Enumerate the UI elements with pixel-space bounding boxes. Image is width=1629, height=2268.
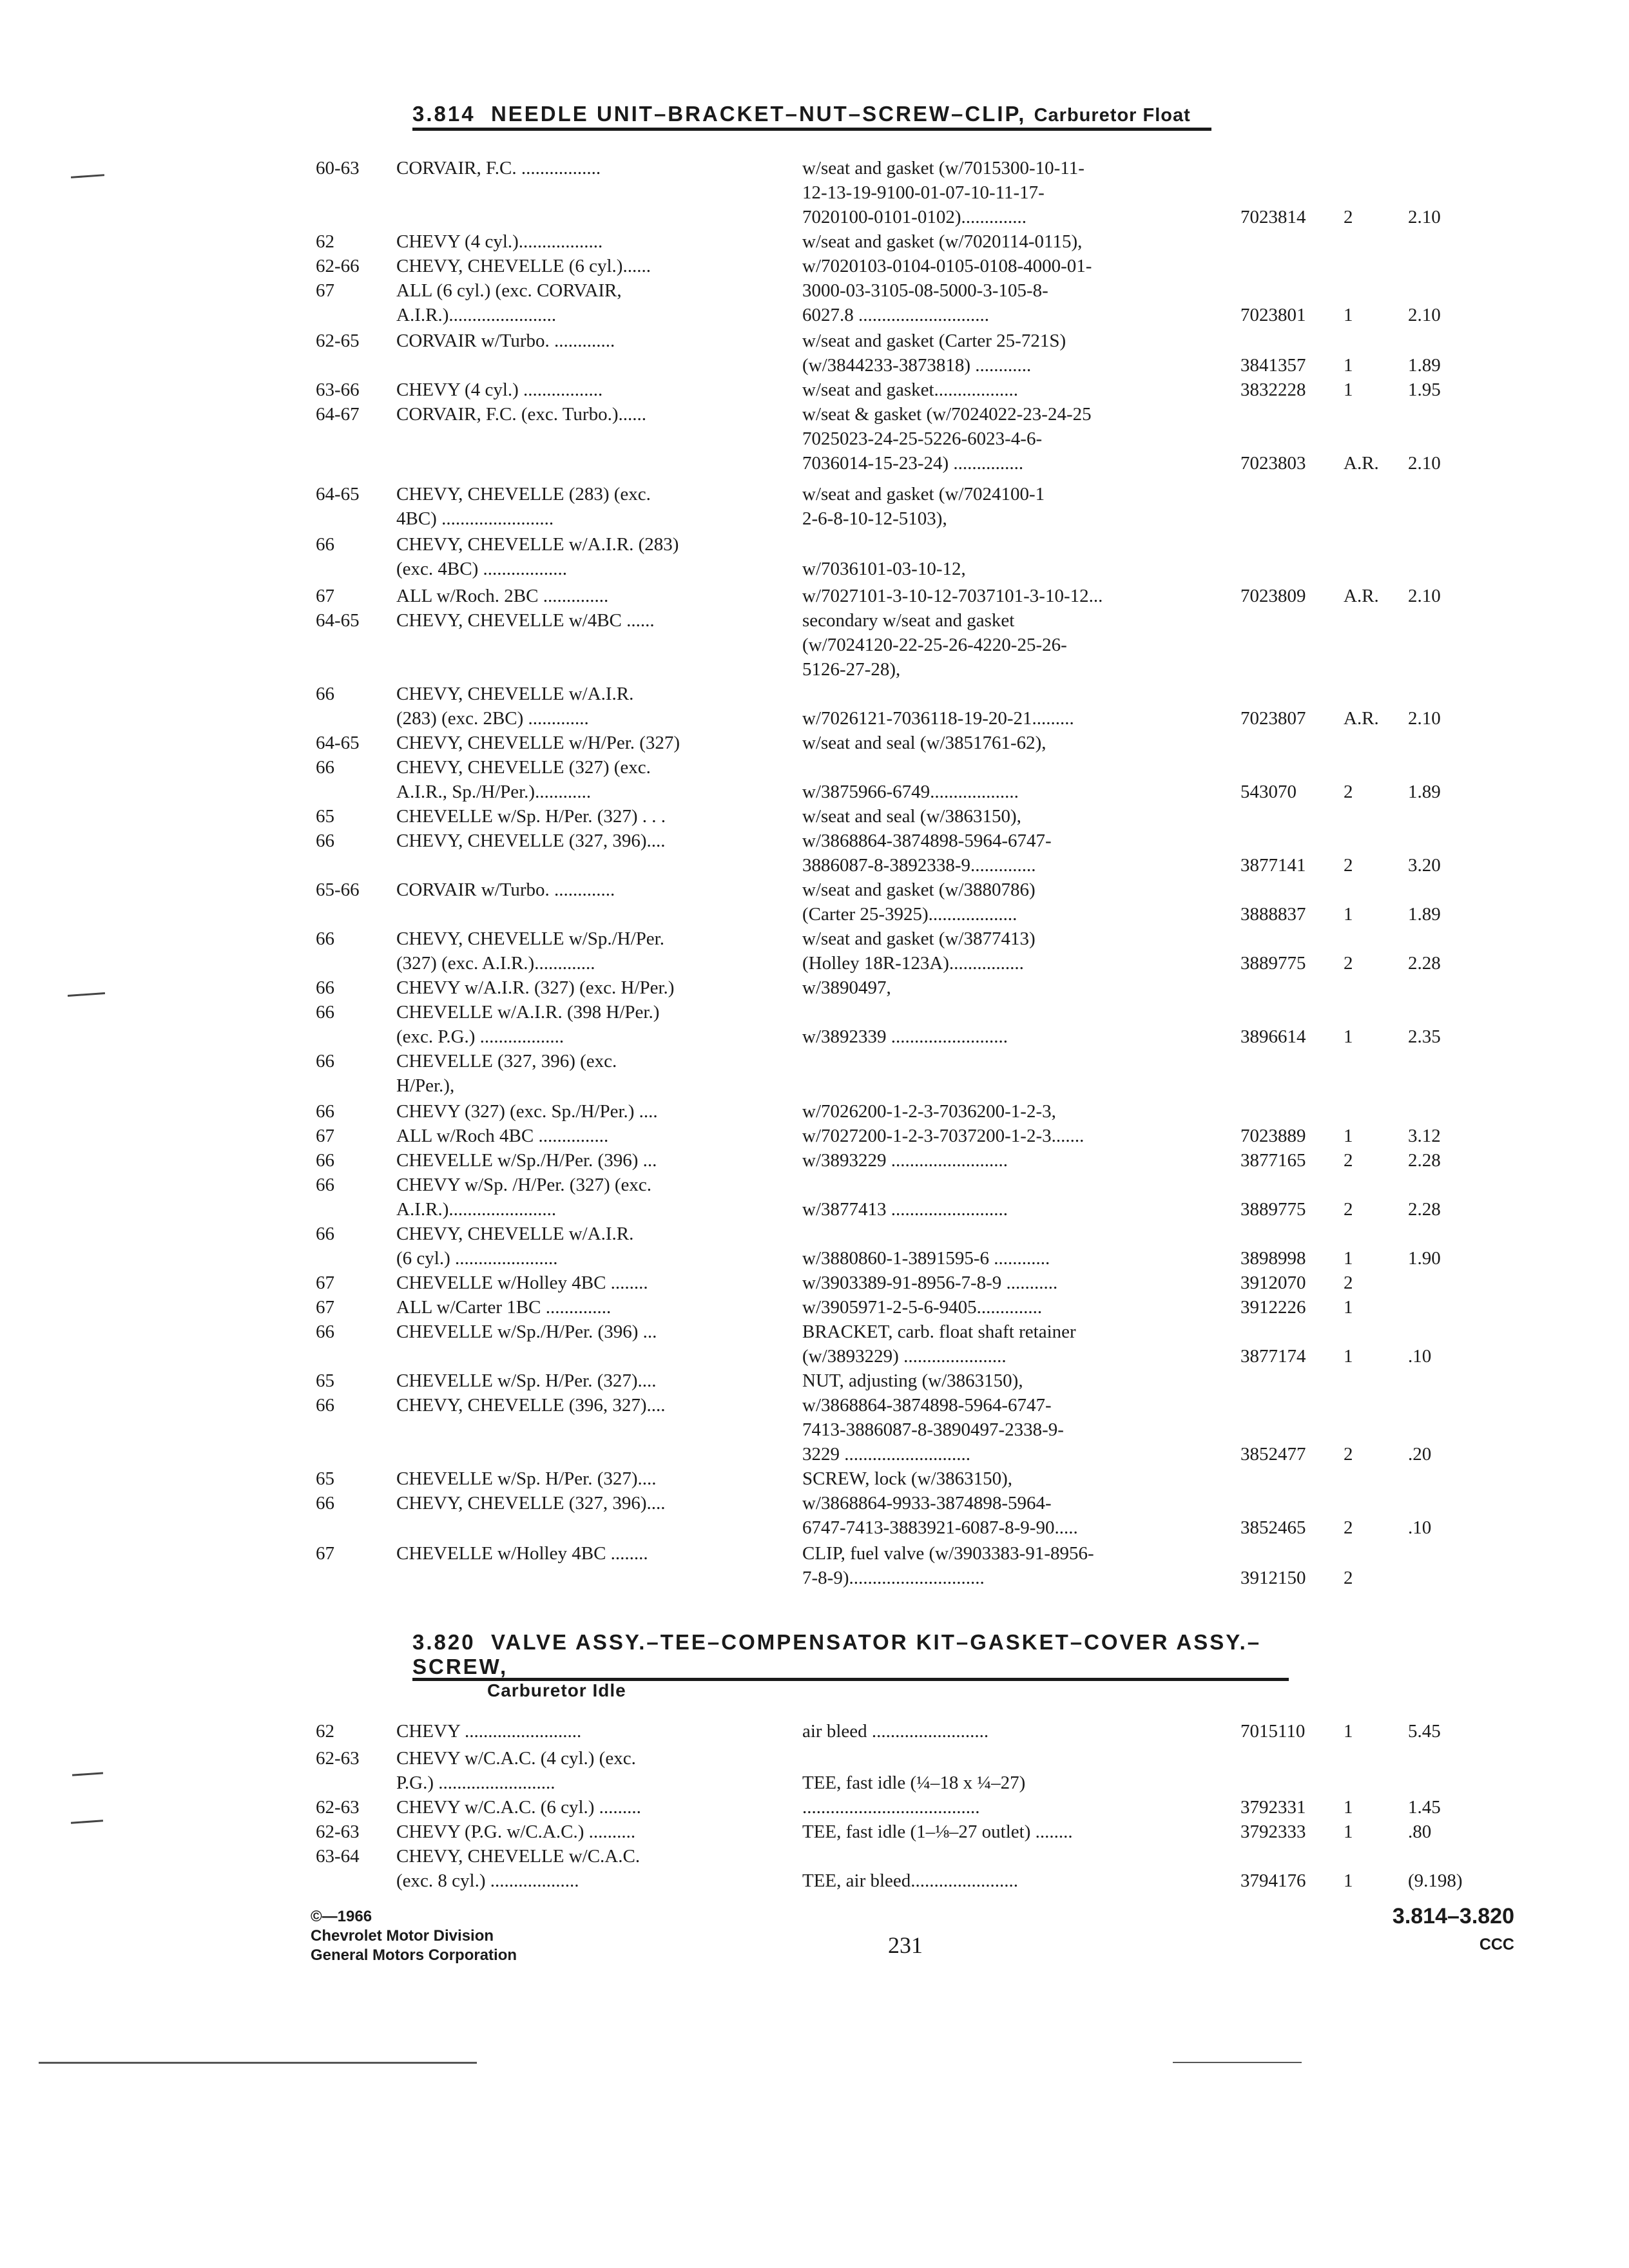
model-cell: CHEVELLE w/Holley 4BC ........ — [396, 1543, 648, 1564]
description-cell: TEE, air bleed....................... — [802, 1870, 1019, 1891]
model-cell: CHEVY, CHEVELLE w/C.A.C. — [396, 1846, 641, 1867]
price-cell: 2.28 — [1408, 1150, 1441, 1171]
description-cell: CLIP, fuel valve (w/3903383-91-8956- — [802, 1543, 1094, 1564]
quantity-cell: 1 — [1344, 1821, 1353, 1842]
description-cell: 3886087-8-3892338-9.............. — [802, 855, 1036, 876]
description-cell: (w/7024120-22-25-26-4220-25-26- — [802, 635, 1067, 655]
year-cell: 66 — [316, 1224, 334, 1244]
description-cell: 6747-7413-3883921-6087-8-9-90..... — [802, 1517, 1078, 1538]
price-cell: 2.10 — [1408, 207, 1441, 227]
description-cell: w/seat and gasket (w/7024100-1 — [802, 484, 1045, 505]
part-number-cell: 7023889 — [1240, 1126, 1306, 1146]
description-cell: 12-13-19-9100-01-07-10-11-17- — [802, 182, 1045, 203]
description-cell: NUT, adjusting (w/3863150), — [802, 1370, 1023, 1391]
description-cell: w/seat and seal (w/3863150), — [802, 806, 1021, 827]
part-number-cell: 3877165 — [1240, 1150, 1306, 1171]
price-cell: 2.28 — [1408, 953, 1441, 974]
description-cell: w/3880860-1-3891595-6 ............ — [802, 1248, 1050, 1269]
price-cell: 2.10 — [1408, 305, 1441, 325]
model-cell: CORVAIR, F.C. ................. — [396, 158, 601, 178]
section-range: 3.814–3.820 — [1392, 1904, 1514, 1928]
quantity-cell: 1 — [1344, 1248, 1353, 1269]
year-cell: 64-65 — [316, 733, 360, 753]
part-number-cell: 3912226 — [1240, 1297, 1306, 1318]
description-cell: (w/3893229) ...................... — [802, 1346, 1007, 1367]
year-cell: 63-66 — [316, 380, 360, 400]
model-cell: CHEVY w/C.A.C. (4 cyl.) (exc. — [396, 1748, 636, 1769]
year-cell: 62-63 — [316, 1748, 360, 1769]
part-number-cell: 7023801 — [1240, 305, 1306, 325]
year-cell: 66 — [316, 831, 334, 851]
description-cell: w/3903389-91-8956-7-8-9 ........... — [802, 1273, 1058, 1293]
model-cell: CHEVY, CHEVELLE w/A.I.R. — [396, 1224, 634, 1244]
model-cell: (exc. P.G.) .................. — [396, 1026, 564, 1047]
year-cell: 65 — [316, 1370, 334, 1391]
description-cell: w/3905971-2-5-6-9405.............. — [802, 1297, 1043, 1318]
model-cell: CHEVY, CHEVELLE (396, 327).... — [396, 1395, 666, 1416]
description-cell: w/seat and gasket (w/3880786) — [802, 879, 1036, 900]
quantity-cell: 2 — [1344, 1444, 1353, 1465]
price-cell: .10 — [1408, 1346, 1432, 1367]
section-range-block — [1366, 1904, 1514, 1954]
corporation-name: General Motors Corporation — [311, 1946, 517, 1964]
description-cell: 5126-27-28), — [802, 659, 901, 680]
description-cell: w/seat and seal (w/3851761-62), — [802, 733, 1046, 753]
model-cell: (327) (exc. A.I.R.)............. — [396, 953, 595, 974]
part-number-cell: 543070 — [1240, 782, 1296, 802]
price-cell: 2.10 — [1408, 453, 1441, 474]
section-subtitle: Carburetor Idle — [487, 1680, 626, 1700]
price-cell: 1.89 — [1408, 904, 1441, 925]
section-title: NEEDLE UNIT–BRACKET–NUT–SCREW–CLIP, — [490, 102, 1027, 126]
quantity-cell: 2 — [1344, 207, 1353, 227]
description-cell: (Carter 25-3925)................... — [802, 904, 1017, 925]
part-number-cell: 3841357 — [1240, 355, 1306, 376]
part-number-cell: 3896614 — [1240, 1026, 1306, 1047]
year-cell: 67 — [316, 586, 334, 606]
model-cell: CHEVY, CHEVELLE (327, 396).... — [396, 1493, 666, 1514]
model-cell: H/Per.), — [396, 1075, 455, 1096]
year-cell: 66 — [316, 1395, 334, 1416]
description-cell: air bleed ......................... — [802, 1721, 989, 1742]
part-number-cell: 3898998 — [1240, 1248, 1306, 1269]
model-cell: (283) (exc. 2BC) ............. — [396, 708, 589, 729]
model-cell: CHEVY ......................... — [396, 1721, 582, 1742]
description-cell: w/7027101-3-10-12-7037101-3-10-12... — [802, 586, 1103, 606]
year-cell: 62 — [316, 1721, 334, 1742]
description-cell: w/seat and gasket (w/7020114-0115), — [802, 231, 1083, 252]
model-cell: CHEVY (P.G. w/C.A.C.) .......... — [396, 1821, 636, 1842]
part-number-cell: 3912070 — [1240, 1273, 1306, 1293]
year-cell: 60-63 — [316, 158, 360, 178]
copyright: ©—1966 — [311, 1908, 372, 1925]
quantity-cell: 2 — [1344, 1568, 1353, 1588]
page-number: 231 — [888, 1932, 923, 1958]
price-cell: .80 — [1408, 1821, 1432, 1842]
model-cell: ALL w/Carter 1BC .............. — [396, 1297, 612, 1318]
price-cell: 1.95 — [1408, 380, 1441, 400]
price-cell: 1.89 — [1408, 782, 1441, 802]
part-number-cell: 3852465 — [1240, 1517, 1306, 1538]
part-number-cell: 3832228 — [1240, 380, 1306, 400]
quantity-cell: A.R. — [1344, 586, 1379, 606]
year-cell: 64-65 — [316, 484, 360, 505]
quantity-cell: 1 — [1344, 355, 1353, 376]
quantity-cell: 1 — [1344, 904, 1353, 925]
model-cell: (exc. 8 cyl.) ................... — [396, 1870, 579, 1891]
quantity-cell: A.R. — [1344, 453, 1379, 474]
description-cell: (w/3844233-3873818) ............ — [802, 355, 1032, 376]
model-cell: ALL w/Roch 4BC ............... — [396, 1126, 609, 1146]
part-number-cell: 3852477 — [1240, 1444, 1306, 1465]
description-cell: TEE, fast idle (¼–18 x ¼–27) — [802, 1773, 1026, 1793]
section-number: 3.820 — [412, 1630, 476, 1654]
price-cell: .20 — [1408, 1444, 1432, 1465]
part-number-cell: 3877174 — [1240, 1346, 1306, 1367]
description-cell: secondary w/seat and gasket — [802, 610, 1015, 631]
description-cell: w/seat and gasket (w/7015300-10-11- — [802, 158, 1084, 178]
model-cell: A.I.R.)....................... — [396, 305, 557, 325]
quantity-cell: 2 — [1344, 855, 1353, 876]
model-cell: CHEVY (327) (exc. Sp./H/Per.) .... — [396, 1101, 658, 1122]
part-number-cell: 7023814 — [1240, 207, 1306, 227]
year-cell: 62-66 — [316, 256, 360, 276]
year-cell: 62-63 — [316, 1797, 360, 1818]
model-cell: CHEVY w/C.A.C. (6 cyl.) ......... — [396, 1797, 641, 1818]
model-cell: CHEVY, CHEVELLE (327) (exc. — [396, 757, 651, 778]
price-cell: 2.28 — [1408, 1199, 1441, 1220]
part-number-cell: 3792331 — [1240, 1797, 1306, 1818]
description-cell: w/seat & gasket (w/7024022-23-24-25 — [802, 404, 1092, 425]
description-cell: ...................................... — [802, 1797, 980, 1818]
model-cell: CHEVY, CHEVELLE (6 cyl.)...... — [396, 256, 651, 276]
part-number-cell: 3889775 — [1240, 953, 1306, 974]
model-cell: CHEVY, CHEVELLE w/A.I.R. — [396, 684, 634, 704]
year-cell: 66 — [316, 757, 334, 778]
description-cell: 3229 ........................... — [802, 1444, 970, 1465]
price-cell: 1.45 — [1408, 1797, 1441, 1818]
description-cell: w/7020103-0104-0105-0108-4000-01- — [802, 256, 1092, 276]
year-cell: 67 — [316, 1297, 334, 1318]
description-cell: w/3893229 ......................... — [802, 1150, 1008, 1171]
description-cell: w/7036101-03-10-12, — [802, 559, 966, 579]
model-cell: CHEVELLE w/Sp. H/Per. (327).... — [396, 1370, 657, 1391]
description-cell: 2-6-8-10-12-5103), — [802, 508, 947, 529]
description-cell: w/seat and gasket.................. — [802, 380, 1019, 400]
model-cell: (exc. 4BC) .................. — [396, 559, 567, 579]
quantity-cell: 1 — [1344, 305, 1353, 325]
catalog-code: CCC — [1479, 1936, 1514, 1954]
quantity-cell: 1 — [1344, 1346, 1353, 1367]
description-cell: 7413-3886087-8-3890497-2338-9- — [802, 1419, 1064, 1440]
year-cell: 62 — [316, 231, 334, 252]
description-cell: 3000-03-3105-08-5000-3-105-8- — [802, 280, 1048, 301]
part-number-cell: 3888837 — [1240, 904, 1306, 925]
quantity-cell: 2 — [1344, 1150, 1353, 1171]
description-cell: w/3868864-3874898-5964-6747- — [802, 831, 1052, 851]
description-cell: w/7026121-7036118-19-20-21......... — [802, 708, 1074, 729]
price-cell: .10 — [1408, 1517, 1432, 1538]
scan-edge-line — [1173, 2062, 1302, 2063]
description-cell: w/seat and gasket (Carter 25-721S) — [802, 331, 1066, 351]
model-cell: A.I.R., Sp./H/Per.)............ — [396, 782, 592, 802]
part-number-cell: 3792333 — [1240, 1821, 1306, 1842]
description-cell: 7036014-15-23-24) ............... — [802, 453, 1024, 474]
model-cell: CHEVY, CHEVELLE w/A.I.R. (283) — [396, 534, 679, 555]
model-cell: CHEVY, CHEVELLE (327, 396).... — [396, 831, 666, 851]
model-cell: ALL w/Roch. 2BC .............. — [396, 586, 609, 606]
year-cell: 62-65 — [316, 331, 360, 351]
description-cell: (Holley 18R-123A)................ — [802, 953, 1024, 974]
model-cell: CHEVELLE w/Holley 4BC ........ — [396, 1273, 648, 1293]
model-cell: A.I.R.)....................... — [396, 1199, 557, 1220]
price-cell: 1.89 — [1408, 355, 1441, 376]
year-cell: 67 — [316, 280, 334, 301]
model-cell: ALL (6 cyl.) (exc. CORVAIR, — [396, 280, 622, 301]
quantity-cell: 1 — [1344, 1797, 1353, 1818]
year-cell: 66 — [316, 1150, 334, 1171]
model-cell: CORVAIR w/Turbo. ............. — [396, 331, 615, 351]
quantity-cell: 1 — [1344, 380, 1353, 400]
quantity-cell: 2 — [1344, 1273, 1353, 1293]
year-cell: 66 — [316, 977, 334, 998]
model-cell: P.G.) ......................... — [396, 1773, 555, 1793]
description-cell: w/3868864-3874898-5964-6747- — [802, 1395, 1052, 1416]
description-cell: SCREW, lock (w/3863150), — [802, 1468, 1012, 1489]
price-cell: 2.10 — [1408, 586, 1441, 606]
model-cell: CHEVELLE w/Sp. H/Per. (327) . . . — [396, 806, 666, 827]
description-cell: 7020100-0101-0102).............. — [802, 207, 1027, 227]
year-cell: 66 — [316, 1493, 334, 1514]
model-cell: (6 cyl.) ...................... — [396, 1248, 558, 1269]
year-cell: 64-67 — [316, 404, 360, 425]
year-cell: 66 — [316, 928, 334, 949]
part-number-cell: 7023807 — [1240, 708, 1306, 729]
year-cell: 66 — [316, 534, 334, 555]
part-number-cell: 3877141 — [1240, 855, 1306, 876]
quantity-cell: 2 — [1344, 1517, 1353, 1538]
model-cell: CORVAIR, F.C. (exc. Turbo.)...... — [396, 404, 646, 425]
quantity-cell: 2 — [1344, 953, 1353, 974]
price-cell: (9.198) — [1408, 1870, 1463, 1891]
year-cell: 63-64 — [316, 1846, 360, 1867]
year-cell: 67 — [316, 1543, 334, 1564]
quantity-cell: 1 — [1344, 1126, 1353, 1146]
section-subtitle: Carburetor Float — [1034, 105, 1191, 126]
description-cell: 7025023-24-25-5226-6023-4-6- — [802, 428, 1043, 449]
price-cell: 5.45 — [1408, 1721, 1441, 1742]
description-cell: w/3890497, — [802, 977, 891, 998]
year-cell: 66 — [316, 1051, 334, 1072]
model-cell: CHEVELLE w/Sp./H/Per. (396) ... — [396, 1321, 657, 1342]
price-cell: 2.10 — [1408, 708, 1441, 729]
section-number: 3.814 — [412, 102, 476, 126]
year-cell: 67 — [316, 1126, 334, 1146]
quantity-cell: 2 — [1344, 782, 1353, 802]
quantity-cell: 1 — [1344, 1870, 1353, 1891]
description-cell: 6027.8 ............................ — [802, 305, 989, 325]
year-cell: 66 — [316, 1175, 334, 1195]
model-cell: CHEVY, CHEVELLE w/H/Per. (327) — [396, 733, 680, 753]
part-number-cell: 7015110 — [1240, 1721, 1306, 1742]
description-cell: TEE, fast idle (1–⅛–27 outlet) ........ — [802, 1821, 1073, 1842]
model-cell: CORVAIR w/Turbo. ............. — [396, 879, 615, 900]
model-cell: CHEVY w/Sp. /H/Per. (327) (exc. — [396, 1175, 652, 1195]
model-cell: CHEVY, CHEVELLE (283) (exc. — [396, 484, 651, 505]
description-cell: w/3868864-9933-3874898-5964- — [802, 1493, 1052, 1514]
price-cell: 1.90 — [1408, 1248, 1441, 1269]
model-cell: 4BC) ........................ — [396, 508, 554, 529]
model-cell: CHEVELLE (327, 396) (exc. — [396, 1051, 617, 1072]
description-cell: w/3875966-6749................... — [802, 782, 1019, 802]
year-cell: 66 — [316, 684, 334, 704]
year-cell: 65 — [316, 806, 334, 827]
model-cell: CHEVELLE w/Sp. H/Per. (327).... — [396, 1468, 657, 1489]
part-number-cell: 7023809 — [1240, 586, 1306, 606]
model-cell: CHEVY (4 cyl.).................. — [396, 231, 603, 252]
price-cell: 2.35 — [1408, 1026, 1441, 1047]
description-cell: w/3892339 ......................... — [802, 1026, 1008, 1047]
year-cell: 64-65 — [316, 610, 360, 631]
model-cell: CHEVY w/A.I.R. (327) (exc. H/Per.) — [396, 977, 675, 998]
year-cell: 66 — [316, 1002, 334, 1023]
part-number-cell: 3912150 — [1240, 1568, 1306, 1588]
model-cell: CHEVELLE w/A.I.R. (398 H/Per.) — [396, 1002, 660, 1023]
description-cell: w/7026200-1-2-3-7036200-1-2-3, — [802, 1101, 1056, 1122]
price-cell: 3.12 — [1408, 1126, 1441, 1146]
description-cell: BRACKET, carb. float shaft retainer — [802, 1321, 1076, 1342]
model-cell: CHEVELLE w/Sp./H/Per. (396) ... — [396, 1150, 657, 1171]
division-name: Chevrolet Motor Division — [311, 1927, 494, 1945]
publisher-block — [311, 1907, 517, 1965]
quantity-cell: 1 — [1344, 1297, 1353, 1318]
description-cell: w/3877413 ......................... — [802, 1199, 1008, 1220]
quantity-cell: 2 — [1344, 1199, 1353, 1220]
description-cell: w/seat and gasket (w/3877413) — [802, 928, 1036, 949]
price-cell: 3.20 — [1408, 855, 1441, 876]
model-cell: CHEVY, CHEVELLE w/4BC ...... — [396, 610, 655, 631]
model-cell: CHEVY (4 cyl.) ................. — [396, 380, 603, 400]
part-number-cell: 7023803 — [1240, 453, 1306, 474]
part-number-cell: 3794176 — [1240, 1870, 1306, 1891]
year-cell: 66 — [316, 1321, 334, 1342]
description-cell: 7-8-9)............................. — [802, 1568, 985, 1588]
scan-edge-line — [39, 2062, 477, 2064]
year-cell: 62-63 — [316, 1821, 360, 1842]
year-cell: 65 — [316, 1468, 334, 1489]
quantity-cell: A.R. — [1344, 708, 1379, 729]
section-title: VALVE ASSY.–TEE–COMPENSATOR KIT–GASKET–COVER ASSY.–SCREW, — [412, 1630, 1262, 1678]
year-cell: 65-66 — [316, 879, 360, 900]
description-cell: w/7027200-1-2-3-7037200-1-2-3....... — [802, 1126, 1084, 1146]
quantity-cell: 1 — [1344, 1026, 1353, 1047]
model-cell: CHEVY, CHEVELLE w/Sp./H/Per. — [396, 928, 664, 949]
year-cell: 66 — [316, 1101, 334, 1122]
year-cell: 67 — [316, 1273, 334, 1293]
part-number-cell: 3889775 — [1240, 1199, 1306, 1220]
quantity-cell: 1 — [1344, 1721, 1353, 1742]
